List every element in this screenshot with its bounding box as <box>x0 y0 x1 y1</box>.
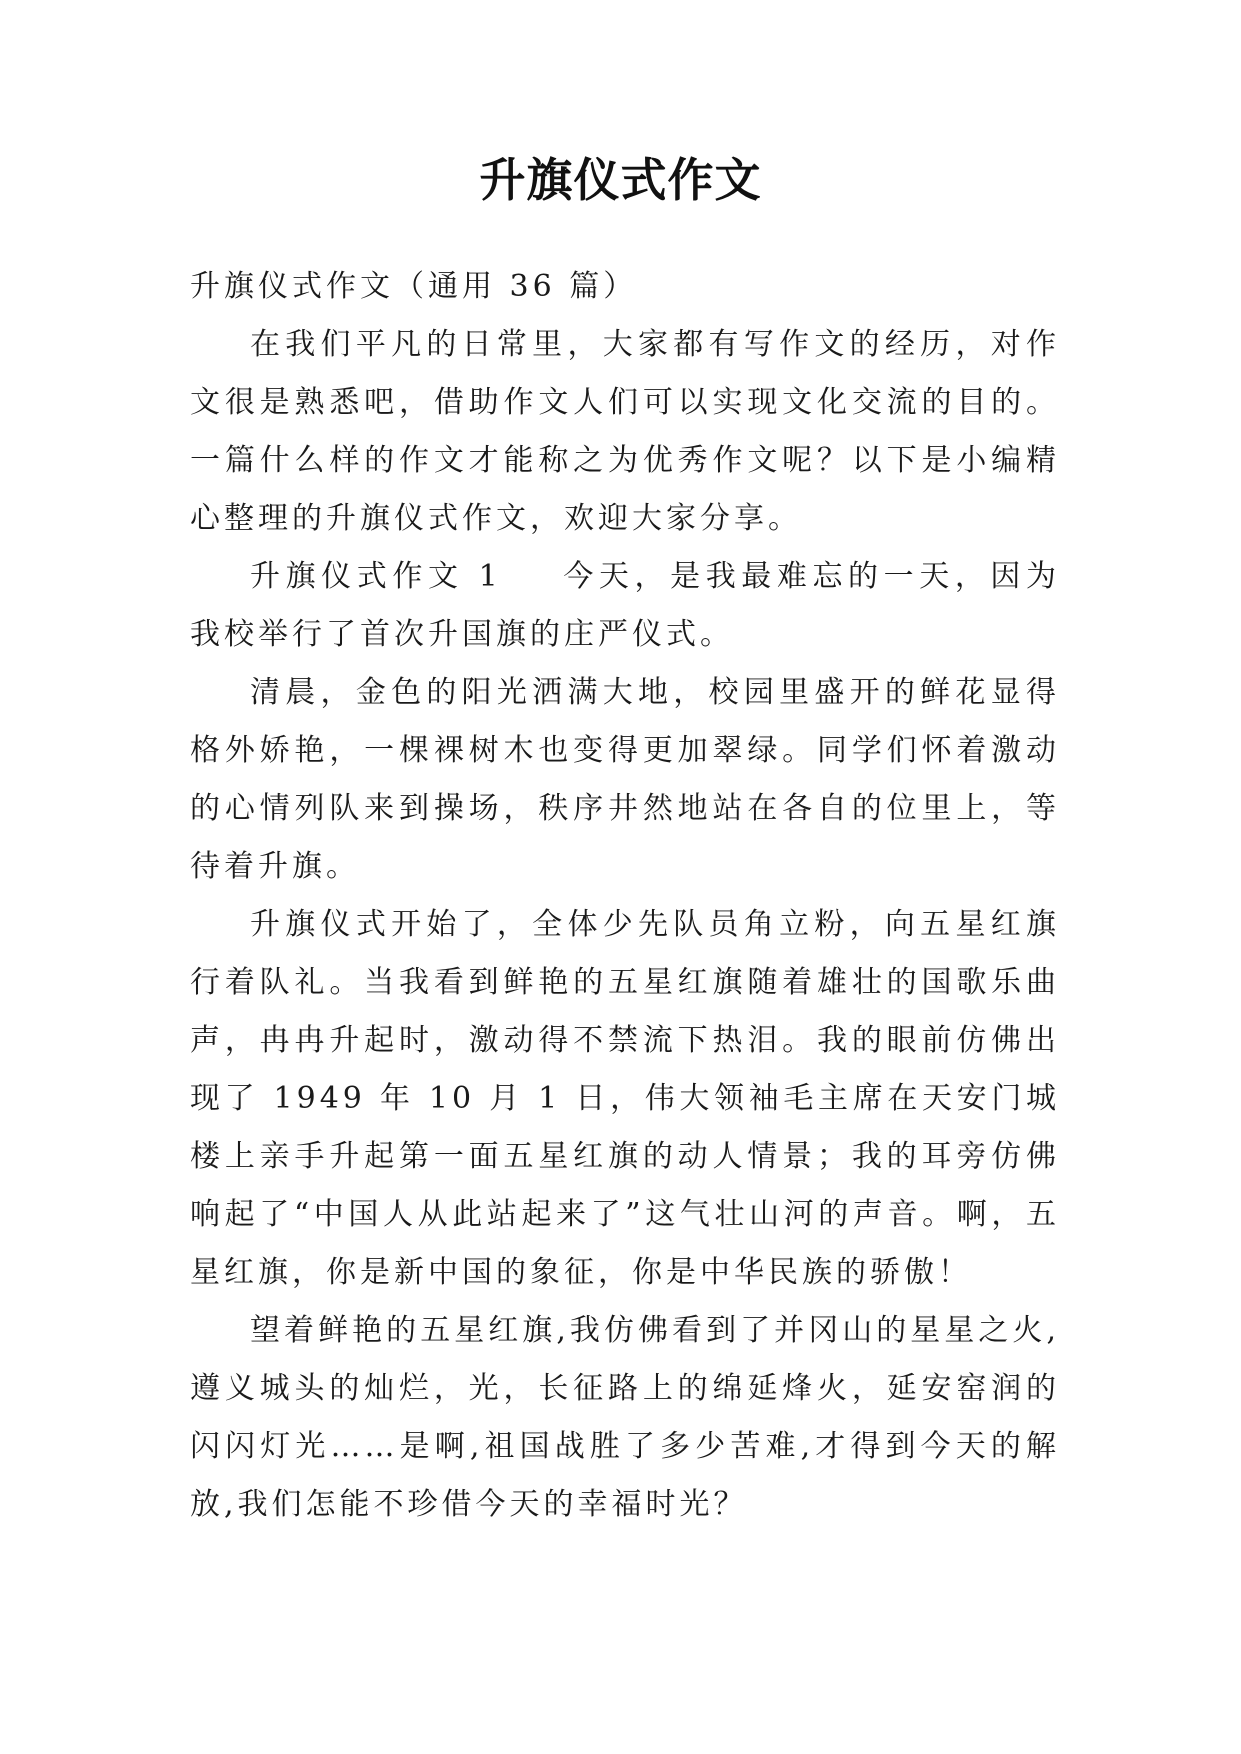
intro-paragraph: 在我们平凡的日常里，大家都有写作文的经历，对作文很是熟悉吧，借助作文人们可以实现文化交流的目的。一篇什么样的作文才能称之为优秀作文呢？以下是小编精心整理的升旗仪式作文，欢迎大家分享。 <box>190 327 1060 536</box>
paragraph-2: 清晨，金色的阳光洒满大地，校园里盛开的鲜花显得格外娇艳，一棵裸树木也变得更加翠绿。同学们怀着激动的心情列队来到操场，秩序井然地站在各自的位里上，等待着升旗。 <box>190 675 1060 884</box>
document-subtitle: 升旗仪式作文（通用 36 篇） <box>190 269 638 304</box>
paragraph-3: 升旗仪式开始了，全体少先队员角立粉，向五星红旗行着队礼。当我看到鲜艳的五星红旗随着雄壮的国歌乐曲声，冉冉升起时，激动得不禁流下热泪。我的眼前仿佛出现了 1949 年 10 月 1 日，伟大领袖毛主席在天安门城楼上亲手升起第一面五星红旗的动人情景；我的耳旁仿佛响起了“中国人从此站起来了”这气壮山河的声音。啊，五星红旗，你是新中国的象征，你是中华民族的骄傲！ <box>190 907 1060 1290</box>
paragraph-4: 望着鲜艳的五星红旗,我仿佛看到了并冈山的星星之火,遵义城头的灿烂，光，长征路上的绵延烽火，延安窑润的闪闪灯光……是啊,祖国战胜了多少苦难,才得到今天的解放,我们怎能不珍借今天的幸福时光？ <box>190 1313 1060 1522</box>
essay-heading: 升旗仪式作文 1 <box>250 559 502 594</box>
essay-first-paragraph <box>190 548 1060 664</box>
document-title: 升旗仪式作文 <box>479 153 762 207</box>
document-body <box>190 258 1060 1534</box>
paragraph-1: 今天，是我最难忘的一天，因为我校举行了首次升国旗的庄严仪式。 <box>190 559 1060 652</box>
